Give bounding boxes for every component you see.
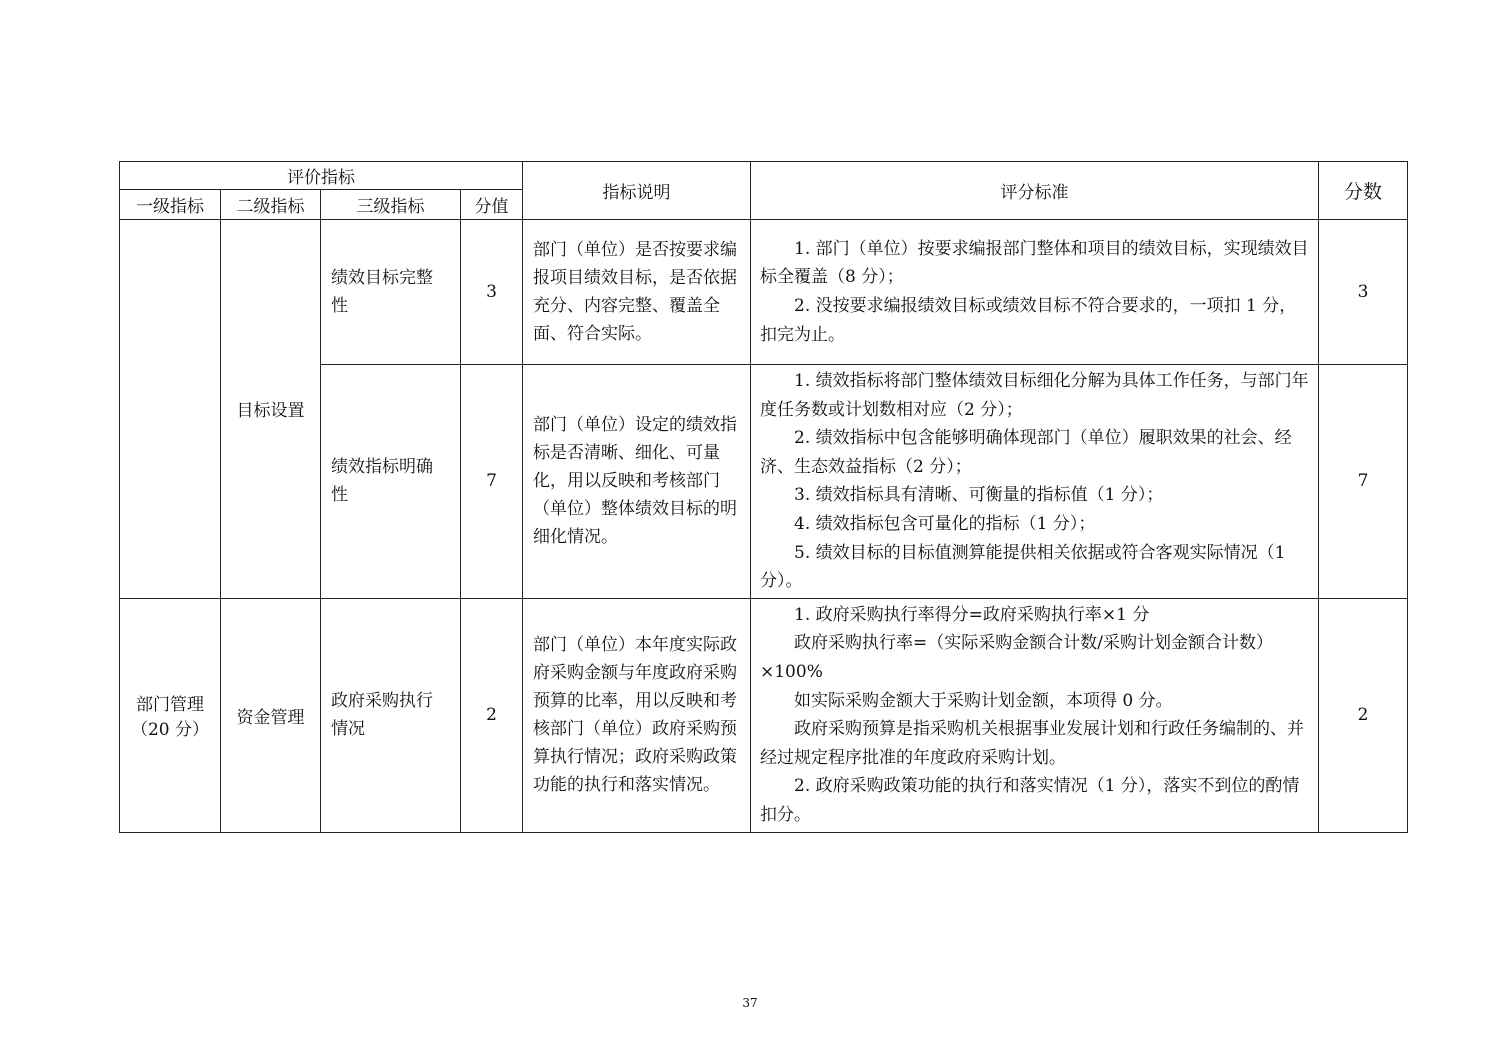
criteria-item: 如实际采购金额大于采购计划金额，本项得 0 分。: [794, 690, 1173, 711]
criteria-item: 1. 绩效指标将部门整体绩效目标细化分解为具体工作任务，与部门年度任务数或计划数相对应（2 分）；: [760, 371, 1309, 420]
header-level2: 二级指标: [221, 190, 321, 220]
weight-cell: 3: [461, 220, 523, 365]
level3-label-line2: 性: [331, 296, 348, 316]
level2-label: 资金管理: [236, 707, 305, 728]
header-level1: 一级指标: [120, 190, 221, 220]
criteria-item: 2. 没按要求编报绩效目标或绩效目标不符合要求的，一项扣 1 分，扣完为止。: [760, 296, 1297, 345]
weight-cell: 7: [461, 365, 523, 599]
score-cell: 3: [1319, 220, 1408, 365]
criteria-cell: [751, 598, 1319, 832]
criteria-cell: [751, 365, 1319, 599]
header-criteria: 评分标准: [751, 162, 1319, 220]
criteria-item: 政府采购预算是指采购机关根据事业发展计划和行政任务编制的、并经过规定程序批准的年度政府采购计划。: [760, 719, 1304, 768]
evaluation-table: [119, 161, 1408, 833]
score-cell: 2: [1319, 598, 1408, 832]
level3-label-line1: 绩效目标完整: [331, 268, 433, 288]
header-weight: 分值: [461, 190, 523, 220]
criteria-item: 1. 部门（单位）按要求编报部门整体和项目的绩效目标，实现绩效目标全覆盖（8 分）；: [760, 238, 1309, 288]
level3-label-line2: 情况: [331, 719, 365, 740]
criteria-item: 3. 绩效指标具有清晰、可衡量的指标值（1 分）；: [794, 485, 1164, 506]
criteria-cell: [751, 220, 1319, 365]
level3-label-line2: 性: [331, 485, 348, 506]
criteria-item: 4. 绩效指标包含可量化的指标（1 分）；: [794, 513, 1096, 534]
table-row: [120, 598, 1408, 832]
level1-points: （20 分）: [130, 720, 210, 741]
header-description: 指标说明: [523, 162, 751, 220]
criteria-item: 政府采购执行率=（实际采购金额合计数/采购计划金额合计数）×100%: [760, 633, 1273, 682]
description-cell: 部门（单位）本年度实际政府采购金额与年度政府采购预算的比率，用以反映和考核部门（单位）政府采购预算执行情况；政府采购政策功能的执行和落实情况。: [523, 598, 751, 832]
criteria-item: 1. 政府采购执行率得分=政府采购执行率×1 分: [794, 604, 1150, 625]
criteria-item: 2. 绩效指标中包含能够明确体现部门（单位）履职效果的社会、经济、生态效益指标（2 分）；: [760, 428, 1292, 477]
level3-label-line1: 政府采购执行: [331, 691, 433, 712]
level1-cell-empty: [120, 220, 221, 599]
table-row: [120, 220, 1408, 365]
header-level3: 三级指标: [321, 190, 461, 220]
weight-cell: 2: [461, 598, 523, 832]
score-cell: 7: [1319, 365, 1408, 599]
criteria-item: 5. 绩效目标的目标值测算能提供相关依据或符合客观实际情况（1 分）。: [760, 542, 1286, 592]
level2-cell-target-setting: [221, 220, 321, 599]
level3-cell: [321, 220, 461, 365]
description-cell: 部门（单位）设定的绩效指标是否清晰、细化、可量化，用以反映和考核部门（单位）整体绩效目标的明细化情况。: [523, 365, 751, 599]
level2-label: 目标设置: [236, 401, 305, 422]
level1-cell-dept-management: [120, 598, 221, 832]
criteria-item: 2. 政府采购政策功能的执行和落实情况（1 分），落实不到位的酌情扣分。: [760, 776, 1300, 825]
level2-cell-fund-management: [221, 598, 321, 832]
level1-label: 部门管理: [136, 695, 204, 716]
level3-label-line1: 绩效指标明确: [331, 457, 433, 478]
page-number: 37: [742, 996, 758, 1010]
header-evaluation-indicators: 评价指标: [120, 162, 523, 190]
level3-cell: [321, 598, 461, 832]
header-score: 分数: [1319, 162, 1408, 220]
level3-cell: [321, 365, 461, 599]
description-cell: 部门（单位）是否按要求编报项目绩效目标，是否依据充分、内容完整、覆盖全面、符合实际。: [523, 220, 751, 365]
